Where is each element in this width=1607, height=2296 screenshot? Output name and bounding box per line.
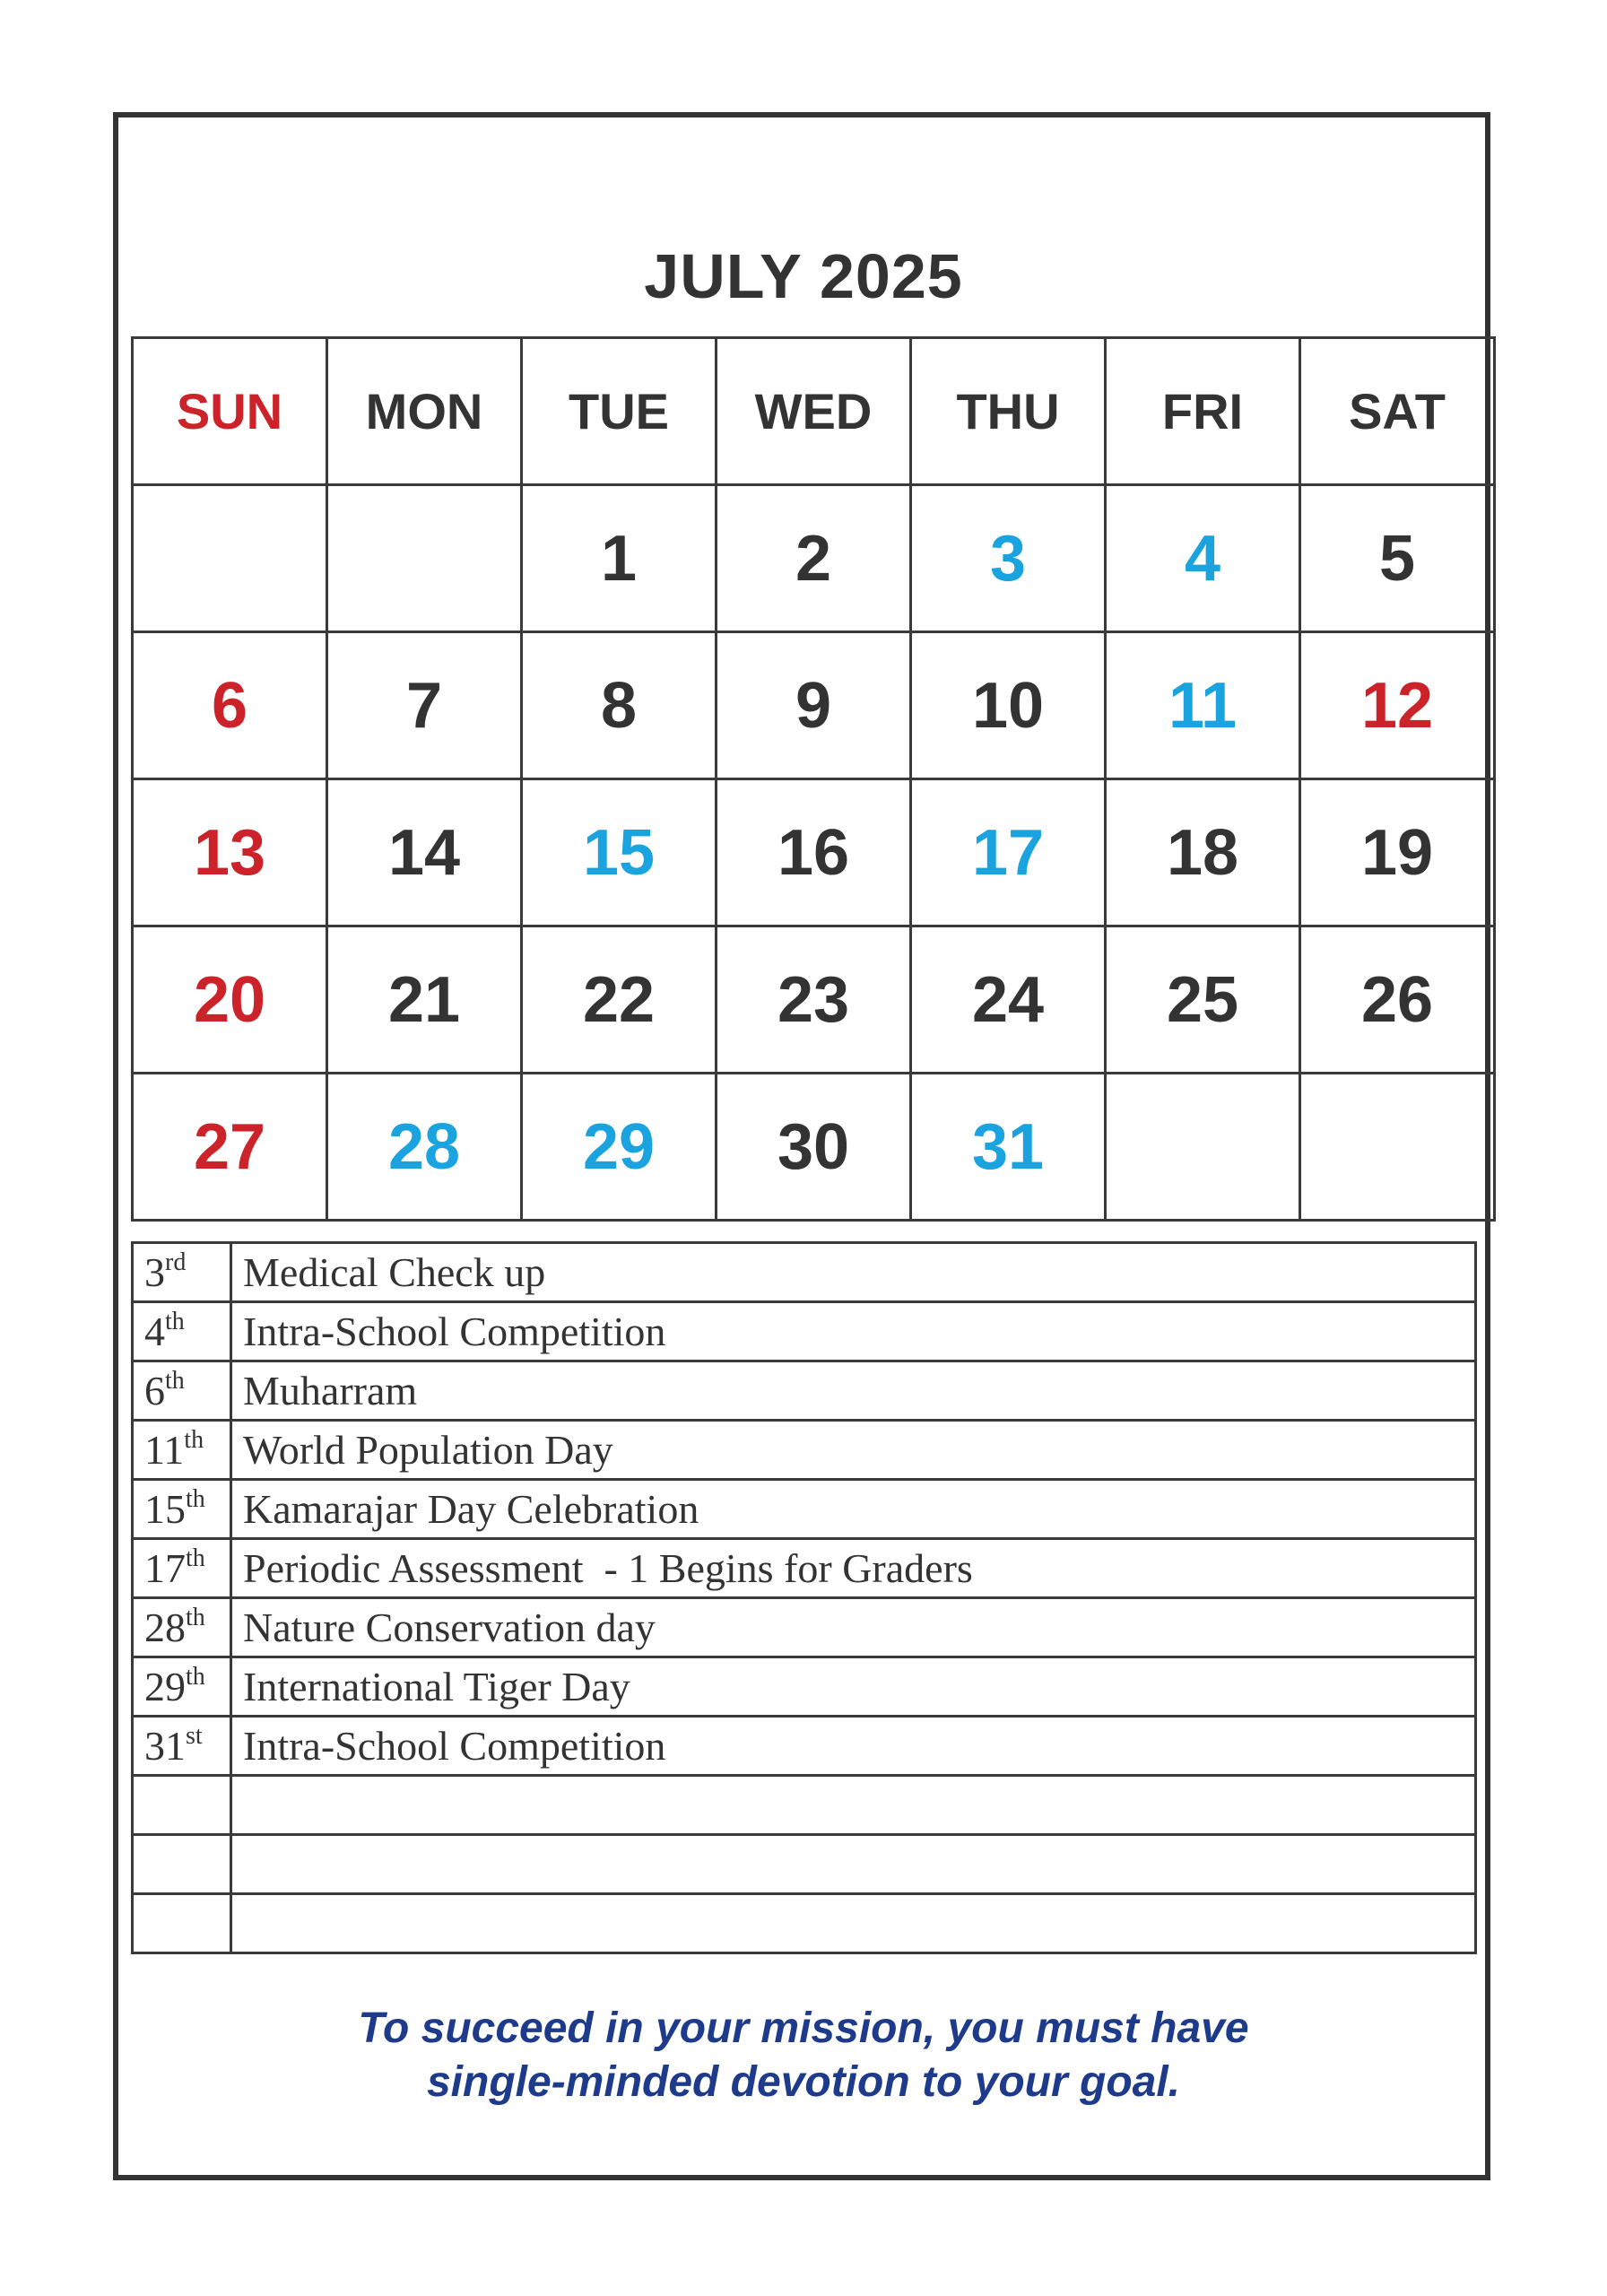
date-cell-3[interactable]: 3 xyxy=(911,485,1106,632)
event-description: Intra-School Competition xyxy=(231,1302,1476,1361)
event-row xyxy=(133,1421,1476,1480)
date-cell-29[interactable]: 29 xyxy=(522,1074,717,1221)
event-row xyxy=(133,1480,1476,1539)
event-date-suffix: th xyxy=(186,1485,205,1513)
motivational-quote xyxy=(0,2002,1607,2109)
event-description: Nature Conservation day xyxy=(231,1598,1476,1657)
event-row xyxy=(133,1598,1476,1657)
quote-line-2: single-minded devotion to your goal. xyxy=(426,2058,1181,2106)
week-row xyxy=(133,485,1495,632)
date-cell-20[interactable]: 20 xyxy=(133,926,327,1074)
event-date xyxy=(133,1835,231,1894)
event-description xyxy=(231,1894,1476,1953)
date-cell-15[interactable]: 15 xyxy=(522,779,717,926)
date-cell-24[interactable]: 24 xyxy=(911,926,1106,1074)
event-date-number: 3 xyxy=(144,1249,165,1295)
event-date xyxy=(133,1302,231,1361)
date-cell-18[interactable]: 18 xyxy=(1106,779,1300,926)
event-row xyxy=(133,1539,1476,1598)
empty-date-cell xyxy=(1106,1074,1300,1221)
event-row xyxy=(133,1717,1476,1776)
event-description: World Population Day xyxy=(231,1421,1476,1480)
event-date-number: 11 xyxy=(144,1427,185,1473)
event-date-number: 29 xyxy=(144,1664,186,1709)
event-date-number: 31 xyxy=(144,1723,186,1769)
event-description: Muharram xyxy=(231,1361,1476,1421)
date-cell-28[interactable]: 28 xyxy=(327,1074,522,1221)
week-row xyxy=(133,1074,1495,1221)
date-cell-10[interactable]: 10 xyxy=(911,632,1106,779)
event-date-suffix: th xyxy=(186,1663,205,1691)
event-date xyxy=(133,1894,231,1953)
event-row xyxy=(133,1302,1476,1361)
event-description: Intra-School Competition xyxy=(231,1717,1476,1776)
event-date-suffix: th xyxy=(165,1308,185,1335)
event-date xyxy=(133,1776,231,1835)
weekday-header-row xyxy=(133,338,1495,485)
weekday-wed: WED xyxy=(717,338,911,485)
date-cell-19[interactable]: 19 xyxy=(1300,779,1495,926)
date-cell-11[interactable]: 11 xyxy=(1106,632,1300,779)
event-date xyxy=(133,1480,231,1539)
event-date-number: 28 xyxy=(144,1605,186,1650)
date-cell-22[interactable]: 22 xyxy=(522,926,717,1074)
week-row xyxy=(133,926,1495,1074)
date-cell-26[interactable]: 26 xyxy=(1300,926,1495,1074)
event-date-number: 6 xyxy=(144,1368,165,1413)
weekday-sun: SUN xyxy=(133,338,327,485)
event-date xyxy=(133,1539,231,1598)
event-date-suffix: st xyxy=(186,1722,203,1750)
empty-date-cell xyxy=(133,485,327,632)
event-row xyxy=(133,1894,1476,1953)
event-date xyxy=(133,1717,231,1776)
weekday-fri: FRI xyxy=(1106,338,1300,485)
date-cell-17[interactable]: 17 xyxy=(911,779,1106,926)
month-title: JULY 2025 xyxy=(644,241,963,311)
event-description: Medical Check up xyxy=(231,1243,1476,1302)
date-cell-23[interactable]: 23 xyxy=(717,926,911,1074)
weekday-tue: TUE xyxy=(522,338,717,485)
event-row xyxy=(133,1776,1476,1835)
event-description xyxy=(231,1776,1476,1835)
date-cell-9[interactable]: 9 xyxy=(717,632,911,779)
events-table xyxy=(131,1241,1477,1954)
event-date xyxy=(133,1361,231,1421)
event-date-number: 15 xyxy=(144,1486,186,1532)
date-cell-1[interactable]: 1 xyxy=(522,485,717,632)
date-cell-31[interactable]: 31 xyxy=(911,1074,1106,1221)
event-date-suffix: th xyxy=(165,1367,185,1395)
event-row xyxy=(133,1243,1476,1302)
event-row xyxy=(133,1361,1476,1421)
event-date xyxy=(133,1243,231,1302)
event-description xyxy=(231,1835,1476,1894)
date-cell-14[interactable]: 14 xyxy=(327,779,522,926)
date-cell-30[interactable]: 30 xyxy=(717,1074,911,1221)
event-date-number: 4 xyxy=(144,1309,165,1354)
date-cell-8[interactable]: 8 xyxy=(522,632,717,779)
empty-date-cell xyxy=(1300,1074,1495,1221)
event-date xyxy=(133,1598,231,1657)
event-row xyxy=(133,1835,1476,1894)
event-date-suffix: rd xyxy=(165,1248,187,1276)
event-date-suffix: th xyxy=(184,1426,204,1454)
date-cell-13[interactable]: 13 xyxy=(133,779,327,926)
date-cell-4[interactable]: 4 xyxy=(1106,485,1300,632)
weekday-sat: SAT xyxy=(1300,338,1495,485)
week-row xyxy=(133,779,1495,926)
event-description: Periodic Assessment - 1 Begins for Graders xyxy=(231,1539,1476,1598)
empty-date-cell xyxy=(327,485,522,632)
date-cell-27[interactable]: 27 xyxy=(133,1074,327,1221)
date-cell-16[interactable]: 16 xyxy=(717,779,911,926)
date-cell-5[interactable]: 5 xyxy=(1300,485,1495,632)
calendar-weeks xyxy=(133,485,1495,1221)
weekday-mon: MON xyxy=(327,338,522,485)
week-row xyxy=(133,632,1495,779)
calendar-grid xyxy=(131,336,1496,1222)
weekday-thu: THU xyxy=(911,338,1106,485)
event-row xyxy=(133,1657,1476,1717)
event-date-suffix: th xyxy=(186,1604,205,1631)
date-cell-2[interactable]: 2 xyxy=(717,485,911,632)
event-date xyxy=(133,1421,231,1480)
event-date xyxy=(133,1657,231,1717)
event-description: Kamarajar Day Celebration xyxy=(231,1480,1476,1539)
quote-line-1: To succeed in your mission, you must have xyxy=(358,2005,1249,2052)
date-cell-21[interactable]: 21 xyxy=(327,926,522,1074)
event-date-suffix: th xyxy=(186,1544,205,1572)
date-cell-25[interactable]: 25 xyxy=(1106,926,1300,1074)
date-cell-12[interactable]: 12 xyxy=(1300,632,1495,779)
date-cell-7[interactable]: 7 xyxy=(327,632,522,779)
date-cell-6[interactable]: 6 xyxy=(133,632,327,779)
event-description: International Tiger Day xyxy=(231,1657,1476,1717)
event-date-number: 17 xyxy=(144,1545,186,1591)
